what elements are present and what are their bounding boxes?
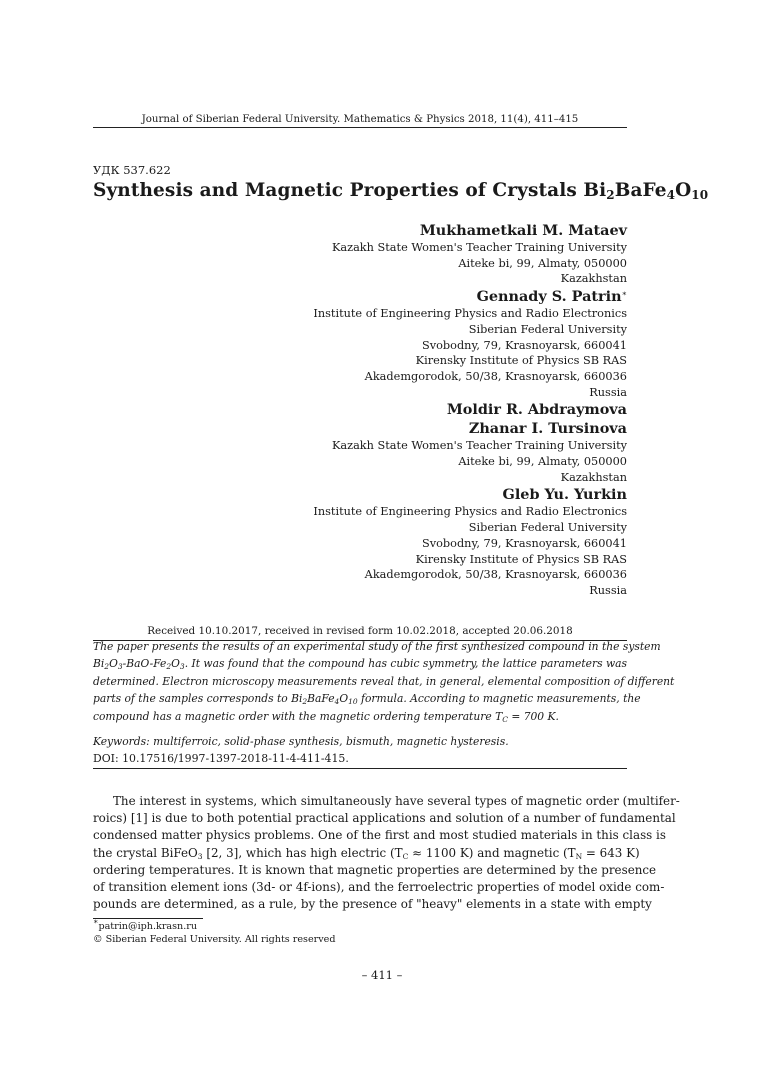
page-number: – 411 – (361, 968, 403, 982)
affiliation-line: Institute of Engineering Physics and Radio Electronics (313, 307, 627, 321)
body-line: roics) [1] is due to both potential practical applications and solution of a number of fundamental (93, 811, 676, 826)
paper-title: Synthesis and Magnetic Properties of Crystals $Bi_2BaFe_4O_{10}$ (93, 180, 709, 202)
author-name: Gleb Yu. Yurkin (502, 486, 627, 504)
affiliation-line: Russia (589, 385, 627, 399)
affiliation-line: Kirensky Institute of Physics SB RAS (415, 552, 627, 566)
affiliation-line: Kazakh State Women's Teacher Training University (331, 439, 627, 453)
affiliation-line: Institute of Engineering Physics and Radio Electronics (313, 505, 627, 519)
body-line: pounds are determined, as a rule, by the presence of "heavy" elements in a state with empty (93, 897, 652, 912)
received-dates: Received 10.10.2017, received in revised form 10.02.2018, accepted 20.06.2018 (147, 625, 573, 637)
affiliation-line: Svobodny, 79, Krasnoyarsk, 660041 (422, 338, 627, 352)
author-name: Gennady S. Patrin∗ (476, 288, 627, 306)
affiliation-line: Siberian Federal University (468, 322, 627, 336)
author-name: Zhanar I. Tursinova (468, 420, 627, 438)
doi: DOI: 10.17516/1997-1397-2018-11-4-411-415. (93, 752, 349, 765)
author-name: Mukhametkali M. Mataev (419, 222, 627, 239)
affiliation-line: Kirensky Institute of Physics SB RAS (415, 354, 627, 368)
corresponding-author-mark: ∗ (621, 289, 627, 299)
running-head: Journal of Siberian Federal University. Mathematics & Physics 2018, 11(4), 411–415 (141, 114, 579, 125)
affiliation-line: Russia (589, 583, 627, 597)
abstract-line: parts of the samples corresponds to $Bi_2BaFe_4O_{10}$ formula. According to magnetic measurements, the (93, 692, 641, 707)
keywords: Keywords: multiferroic, solid-phase synthesis, bismuth, magnetic hysteresis. (93, 735, 509, 748)
affiliation-line: Akademgorodok, 50/38, Krasnoyarsk, 660036 (364, 369, 627, 383)
footnote-rule (93, 918, 203, 919)
affiliation-line: Aiteke bi, 99, Almaty, 050000 (458, 455, 627, 469)
abstract-line: The paper presents the results of an experimental study of the first synthesized compound in the system (93, 640, 661, 653)
affiliation-line: Aiteke bi, 99, Almaty, 050000 (458, 256, 627, 270)
udc-code: УДК 537.622 (93, 163, 171, 177)
footnote-email: ∗patrin@iph.krasn.ru (93, 917, 198, 932)
affiliation-line: Kazakhstan (560, 272, 627, 286)
header-rule (93, 127, 627, 128)
affiliation-line: Svobodny, 79, Krasnoyarsk, 660041 (422, 536, 627, 550)
body-line: the crystal BiFeO$_3$ [2, 3], which has high electric ($T_C \approx 1100$ K) and magnetic ($T_N = 643$ K) (93, 845, 640, 861)
abstract-line: $Bi_2O_3-BaO-Fe_2O_3$. It was found that the compound has cubic symmetry, the lattice parameters was (93, 657, 627, 672)
abstract-line: determined. Electron microscopy measurements reveal that, in general, elemental composition of different (93, 674, 675, 688)
body-line: condensed matter physics problems. One of the first and most studied materials in this class is (93, 828, 666, 843)
body-text (93, 793, 680, 913)
affiliation-line: Kazakh State Women's Teacher Training University (331, 241, 627, 254)
body-line: of transition element ions (3d- or 4f-ions), and the ferroelectric properties of model oxide com- (93, 880, 665, 895)
body-line: ordering temperatures. It is known that magnetic properties are determined by the presence (93, 862, 657, 877)
footnote-copyright: © Siberian Federal University. All rights reserved (93, 934, 336, 945)
author-name: Moldir R. Abdraymova (446, 401, 627, 419)
abstract (93, 638, 675, 725)
affiliation-line: Akademgorodok, 50/38, Krasnoyarsk, 660036 (364, 568, 627, 582)
affiliation-line: Kazakhstan (560, 470, 627, 484)
author-block (313, 221, 627, 599)
body-line: The interest in systems, which simultaneously have several types of magnetic order (multifer- (113, 794, 680, 808)
abstract-line: compound has a magnetic order with the magnetic ordering temperature $T_C = 700$ K. (93, 709, 559, 724)
abstract-bottom-rule (93, 768, 627, 769)
affiliation-line: Siberian Federal University (468, 521, 627, 535)
